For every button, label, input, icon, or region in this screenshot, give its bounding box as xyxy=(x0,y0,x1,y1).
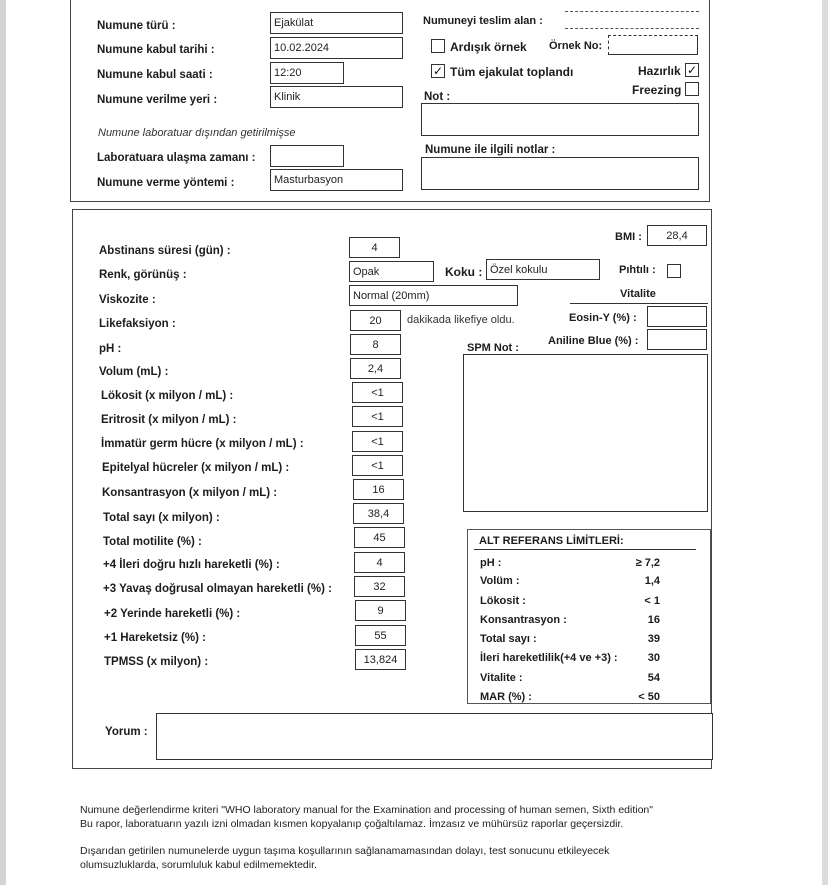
acceptance-time-label: Numune kabul saati : xyxy=(97,69,213,81)
reference-limits-divider xyxy=(474,549,696,550)
collection-method-label: Numune verme yöntemi : xyxy=(97,177,235,189)
abstinence-field[interactable]: 4 xyxy=(349,237,400,258)
collection-method-field[interactable]: Masturbasyon xyxy=(270,169,403,191)
collection-place-label: Numune verilme yeri : xyxy=(97,94,218,106)
eosin-y-label: Eosin-Y (%) : xyxy=(569,312,637,324)
leukocyte-field[interactable]: <1 xyxy=(352,382,403,403)
liquefaction-label: Likefaksiyon : xyxy=(99,318,176,330)
note-field[interactable] xyxy=(421,103,699,136)
color-label: Renk, görünüş : xyxy=(99,269,187,281)
sample-notes-label: Numune ile ilgili notlar : xyxy=(425,144,556,156)
lab-arrival-time-label: Laboratuara ulaşma zamanı : xyxy=(97,152,256,164)
eosin-y-field[interactable] xyxy=(647,306,707,327)
preparation-checkbox[interactable] xyxy=(685,63,699,77)
clotted-label: Pıhtılı : xyxy=(619,264,656,276)
freezing-checkbox[interactable] xyxy=(685,82,699,96)
tpmss-field[interactable]: 13,824 xyxy=(355,649,406,670)
abstinence-label: Abstinans süresi (gün) : xyxy=(99,245,231,257)
odor-field[interactable]: Özel kokulu xyxy=(486,259,600,280)
check-icon: ✓ xyxy=(432,64,444,78)
odor-label: Koku : xyxy=(445,265,483,279)
immature-germ-cell-field[interactable]: <1 xyxy=(352,431,403,452)
bmi-label: BMI : xyxy=(615,231,642,243)
scan-edge-left xyxy=(0,0,6,885)
received-by-label: Numuneyi teslim alan : xyxy=(423,15,543,27)
ref-row-ph: pH : ≥ 7,2 xyxy=(480,557,660,569)
comment-field[interactable] xyxy=(156,713,713,760)
footer-copy-notice: Bu rapor, laboratuarın yazılı izni olmadan kısmen kopyalanıp çoğaltılamaz. İmzasız ve mühürsüz raporlar geçersizdir. xyxy=(80,818,624,830)
viscosity-label: Viskozite : xyxy=(99,294,156,306)
total-motility-field[interactable]: 45 xyxy=(354,527,405,548)
ref-row-total-count: Total sayı : 39 xyxy=(480,633,660,645)
epithelial-cells-label: Epitelyal hücreler (x milyon / mL) : xyxy=(102,462,290,474)
spm-note-field[interactable] xyxy=(463,354,708,512)
acceptance-date-label: Numune kabul tarihi : xyxy=(97,44,215,56)
non-progressive-field[interactable]: 9 xyxy=(355,600,406,621)
progressive-fast-label: +4 İleri doğru hızlı hareketli (%) : xyxy=(103,559,280,571)
preparation-label: Hazırlık xyxy=(638,64,681,78)
sequential-sample-label: Ardışık örnek xyxy=(450,40,527,54)
ref-row-concentration: Konsantrasyon : 16 xyxy=(480,614,660,626)
immature-germ-cell-label: İmmatür germ hücre (x milyon / mL) : xyxy=(101,438,304,450)
non-progressive-label: +2 Yerinde hareketli (%) : xyxy=(104,608,241,620)
tpmss-label: TPMSS (x milyon) : xyxy=(104,656,209,668)
slow-nonlinear-label: +3 Yavaş doğrusal olmayan hareketli (%) : xyxy=(103,583,332,595)
clotted-checkbox[interactable] xyxy=(667,264,681,278)
reference-limits-title: ALT REFERANS LİMİTLERİ: xyxy=(479,535,624,547)
leukocyte-label: Lökosit (x milyon / mL) : xyxy=(101,390,234,402)
lab-arrival-time-field[interactable] xyxy=(270,145,344,167)
ref-row-leukocyte: Lökosit : < 1 xyxy=(480,595,660,607)
scan-edge-right xyxy=(822,0,828,885)
erythrocyte-field[interactable]: <1 xyxy=(352,406,403,427)
liquefaction-suffix: dakikada likefiye oldu. xyxy=(407,314,515,326)
concentration-label: Konsantrasyon (x milyon / mL) : xyxy=(102,487,278,499)
check-icon: ✓ xyxy=(686,63,698,77)
footer-liability-line2: olumsuzluklarda, sorumluluk kabul edilmemektedir. xyxy=(80,859,317,871)
sample-no-label: Örnek No: xyxy=(549,40,603,52)
epithelial-cells-field[interactable]: <1 xyxy=(352,455,403,476)
sample-type-label: Numune türü : xyxy=(97,20,176,32)
total-count-label: Total sayı (x milyon) : xyxy=(103,512,220,524)
volume-field[interactable]: 2,4 xyxy=(350,358,401,379)
ref-row-vitality: Vitalite : 54 xyxy=(480,672,660,684)
received-by-redacted xyxy=(565,11,699,29)
sample-notes-field[interactable] xyxy=(421,157,699,190)
erythrocyte-label: Eritrosit (x milyon / mL) : xyxy=(101,414,237,426)
total-count-field[interactable]: 38,4 xyxy=(353,503,404,524)
vitality-divider xyxy=(570,303,708,304)
ph-field[interactable]: 8 xyxy=(350,334,401,355)
sequential-sample-checkbox[interactable] xyxy=(431,39,445,53)
spm-note-label: SPM Not : xyxy=(467,342,519,354)
freezing-label: Freezing xyxy=(632,83,682,97)
ref-row-progressive-motility: İleri hareketlilik(+4 ve +3) : 30 xyxy=(480,652,660,664)
vitality-title: Vitalite xyxy=(620,288,656,300)
acceptance-date-field[interactable]: 10.02.2024 xyxy=(270,37,403,59)
viscosity-field[interactable]: Normal (20mm) xyxy=(349,285,518,306)
total-motility-label: Total motilite (%) : xyxy=(103,536,202,548)
bmi-field[interactable]: 28,4 xyxy=(647,225,707,246)
sample-no-field[interactable] xyxy=(608,35,698,55)
ph-label: pH : xyxy=(99,343,122,355)
collection-place-field[interactable]: Klinik xyxy=(270,86,403,108)
sample-type-field[interactable]: Ejakülat xyxy=(270,12,403,34)
immotile-label: +1 Hareketsiz (%) : xyxy=(104,632,206,644)
comment-label: Yorum : xyxy=(105,726,148,738)
concentration-field[interactable]: 16 xyxy=(353,479,404,500)
acceptance-time-field[interactable]: 12:20 xyxy=(270,62,344,84)
ref-row-mar: MAR (%) : < 50 xyxy=(480,691,660,703)
slow-nonlinear-field[interactable]: 32 xyxy=(354,576,405,597)
aniline-blue-label: Aniline Blue (%) : xyxy=(548,335,639,347)
immotile-field[interactable]: 55 xyxy=(355,625,406,646)
footer-who-criteria: Numune değerlendirme kriteri "WHO laboratory manual for the Examination and processing of human semen, Sixth edition" xyxy=(80,804,653,816)
aniline-blue-field[interactable] xyxy=(647,329,707,350)
footer-liability-line1: Dışarıdan getirilen numunelerde uygun taşıma koşullarının sağlanamamasından dolayı, test sonucunu etkileyecek xyxy=(80,845,610,857)
progressive-fast-field[interactable]: 4 xyxy=(354,552,405,573)
ref-row-volume: Volüm : 1,4 xyxy=(480,575,660,587)
liquefaction-field[interactable]: 20 xyxy=(350,310,401,331)
whole-ejaculate-label: Tüm ejakulat toplandı xyxy=(450,65,574,79)
volume-label: Volum (mL) : xyxy=(99,366,169,378)
color-field[interactable]: Opak xyxy=(349,261,434,282)
external-sample-note: Numune laboratuar dışından getirilmişse xyxy=(98,127,296,139)
whole-ejaculate-checkbox[interactable] xyxy=(431,64,445,78)
note-label: Not : xyxy=(424,91,451,103)
